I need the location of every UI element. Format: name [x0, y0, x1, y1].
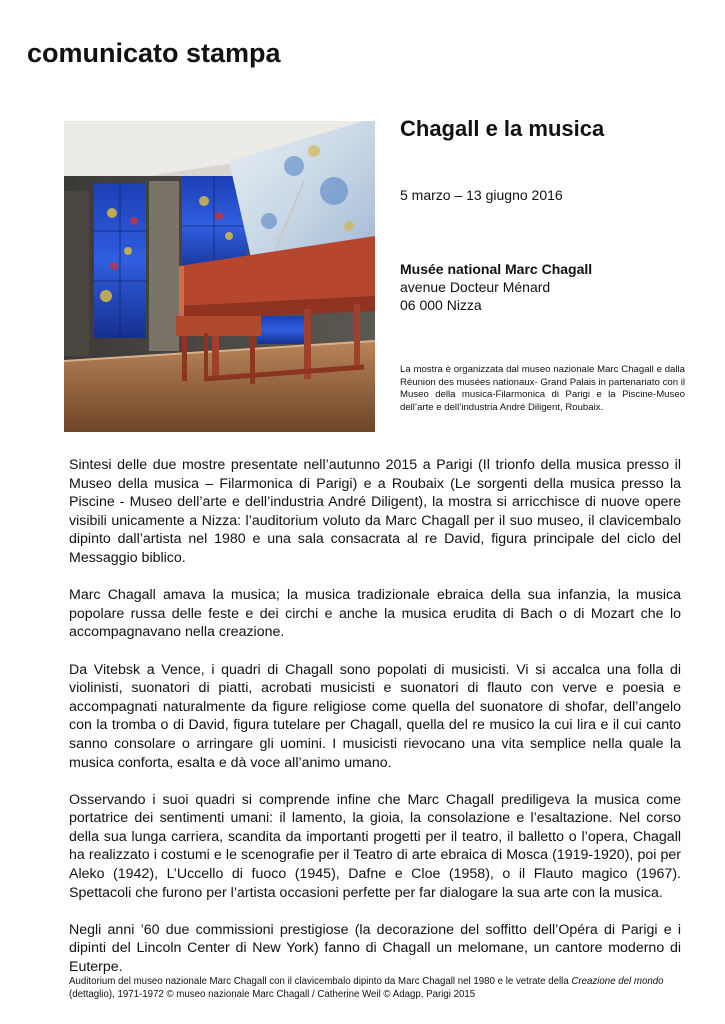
venue-name: Musée national Marc Chagall — [400, 261, 593, 277]
photo-caption — [69, 975, 687, 1001]
harpsichord-photo — [64, 121, 375, 432]
venue-city: 06 000 Nizza — [400, 297, 482, 313]
page-title: comunicato stampa — [27, 38, 281, 68]
body-paragraph: Da Vitebsk a Vence, i quadri di Chagall sono popolati di musicisti. Vi si accalca una folla di violinisti, suonatori di piatti, acrobati musicisti e suonatori di flauto con verve e poesia e accompagnati naturalmente da figure religiose come quella del suonatore di shofar, dell’angelo con la tromba o di David, figura tutelare per Chagall, quella del re musico la cui lira e il cui canto sanno consolare o arringare gli uomini. I musicisti rievocano una vita semplice nella quale la musica conforta, esalta e dà voce all’animo umano. — [69, 661, 681, 771]
event-dates: 5 marzo – 13 giugno 2016 — [400, 187, 563, 203]
body-text — [69, 456, 681, 995]
caption-text: Auditorium del museo nazionale Marc Chagall con il clavicembalo dipinto da Marc Chagall nel 1980 e le vetrate della — [69, 976, 572, 987]
event-title: Chagall e la musica — [400, 116, 605, 141]
caption-artwork-title: Creazione del mondo — [571, 976, 664, 987]
venue-address — [400, 260, 592, 314]
body-paragraph: Osservando i suoi quadri si comprende infine che Marc Chagall prediligeva la musica come portatrice dei sentimenti umani: il lamento, la gioia, la consolazione e l’esaltazione. Nel corso della sua lunga carriera, scandita da importanti progetti per il teatro, il balletto o l’opera, Chagall ha realizzato i costumi e le scenografie per il Teatro di arte ebraica di Mosca (1919-1920), poi per Aleko (1942), L’Uccello di fuoco (1945), Dafne e Cloe (1958), o il Flauto magico (1967). Spettacoli che furono per l’artista occasioni perfette per far dialogare la sua arte con la musica. — [69, 791, 681, 901]
body-paragraph: Marc Chagall amava la musica; la musica tradizionale ebraica della sua infanzia, la musica popolare russa delle feste e dei circhi e anche la musica erudita di Bach o di Mozart che lo accompagnavano nella creazione. — [69, 587, 681, 641]
venue-street: avenue Docteur Ménard — [400, 279, 551, 295]
body-paragraph: Negli anni ’60 due commissioni prestigiose (la decorazione del soffitto dell’Opéra di Parigi e i dipinti del Lincoln Center di New York) fanno di Chagall un melomane, un cantore moderno di Euterpe. — [69, 921, 681, 976]
organization-note: La mostra è organizzata dal museo nazionale Marc Chagall e dalla Réunion des musées nationaux- Grand Palais in partenariato con il Museo della musica-Filarmonica di Parigi e la Piscine-Museo dell’arte e dell’industria André Diligent, Roubaix. — [400, 364, 685, 413]
body-paragraph: Sintesi delle due mostre presentate nell’autunno 2015 a Parigi (Il trionfo della musica presso il Museo della musica – Filarmonica di Parigi) e a Roubaix (Le sorgenti della musica presso la Piscine - Museo dell’arte e dell’industria André Diligent), la mostra si arricchisce di nuove opere visibili unicamente a Nizza: l’auditorium voluto da Marc Chagall per il suo museo, il clavicembalo dipinto dall’artista nel 1980 e una sala consacrata al re David, figura principale del ciclo del Messaggio biblico. — [69, 457, 681, 566]
caption-credits: (dettaglio), 1971-1972 © museo nazionale Marc Chagall / Catherine Weil © Adagp, Parigi 2015 — [69, 989, 476, 1000]
